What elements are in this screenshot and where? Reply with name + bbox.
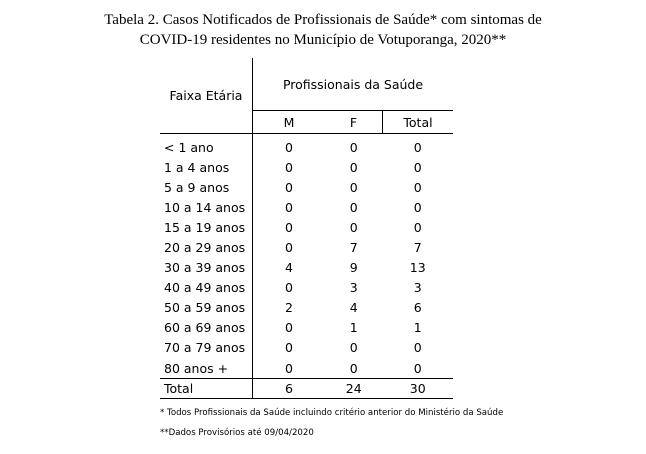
value-total: 1 [413,320,422,336]
age-group-label: 1 a 4 anos [160,157,253,177]
value-m: 0 [285,179,293,195]
age-group-label: 30 a 39 anos [160,258,253,278]
age-group-label: 5 a 9 anos [160,177,253,197]
age-group-label: 20 a 29 anos [160,237,253,257]
value-total: 0 [413,340,422,356]
age-group-label: 80 anos + [160,358,253,379]
age-group-label: 50 a 59 anos [160,298,253,318]
value-f: 1 [349,320,358,336]
value-f: 0 [349,179,358,195]
table-row [160,338,453,358]
total-f: 24 [325,379,383,399]
table-row [160,134,453,158]
total-label: Total [160,379,253,399]
table-row [160,278,453,298]
value-f: 7 [349,240,358,256]
total-row [160,379,453,399]
value-f: 0 [349,139,358,155]
value-m: 2 [285,300,293,316]
value-total: 0 [413,199,422,215]
column-header-m: M [253,111,326,134]
value-total: 6 [413,300,422,316]
value-m: 0 [285,139,293,155]
title-line-1: Tabela 2. Casos Notificados de Profissionais de Saúde* com sintomas de [104,12,542,28]
value-f: 3 [349,280,358,296]
value-f: 0 [349,360,358,376]
value-m: 0 [285,219,293,235]
table-row [160,197,453,217]
value-f: 0 [349,159,358,175]
header-row [160,58,453,111]
table-row [160,177,453,197]
value-total: 0 [413,219,422,235]
total-total: 30 [383,379,454,399]
table-row [160,237,453,257]
cases-table [160,58,453,399]
value-m: 0 [285,280,293,296]
footnote-profissionais: * Todos Profissionais da Saúde incluindo critério anterior do Ministério da Saúde [160,408,504,418]
value-m: 0 [285,199,293,215]
value-f: 0 [349,219,358,235]
age-group-label: 40 a 49 anos [160,278,253,298]
value-m: 0 [285,320,293,336]
value-total: 7 [413,240,422,256]
value-total: 0 [413,159,422,175]
age-group-label: 60 a 69 anos [160,318,253,338]
age-group-label: 10 a 14 anos [160,197,253,217]
value-m: 0 [285,340,293,356]
column-header-total: Total [383,111,454,134]
table-row [160,318,453,338]
row-header-faixa-etaria: Faixa Etária [160,58,253,134]
value-m: 0 [285,360,293,376]
value-m: 0 [285,159,293,175]
value-total: 0 [413,179,422,195]
value-m: 4 [285,260,293,276]
table-row [160,298,453,318]
value-total: 0 [413,360,422,376]
total-m: 6 [253,379,326,399]
table-body [160,134,453,399]
value-m: 0 [285,240,293,256]
footnote-dados-provisorios: **Dados Provisórios até 09/04/2020 [160,428,314,438]
value-f: 0 [349,199,358,215]
value-f: 0 [349,340,358,356]
value-f: 4 [349,300,358,316]
value-total: 13 [409,260,426,276]
value-total: 0 [413,139,422,155]
age-group-label: 70 a 79 anos [160,338,253,358]
title-line-2: COVID-19 residentes no Município de Votuporanga, 2020** [139,32,507,48]
value-f: 9 [349,260,358,276]
column-header-f: F [325,111,383,134]
table-row [160,157,453,177]
table-row [160,217,453,237]
table-row [160,358,453,379]
age-group-label: 15 a 19 anos [160,217,253,237]
table-row [160,258,453,278]
age-group-label: < 1 ano [160,134,253,158]
table-title [0,10,646,50]
group-header-profissionais: Profissionais da Saúde [253,58,454,111]
value-total: 3 [413,280,422,296]
